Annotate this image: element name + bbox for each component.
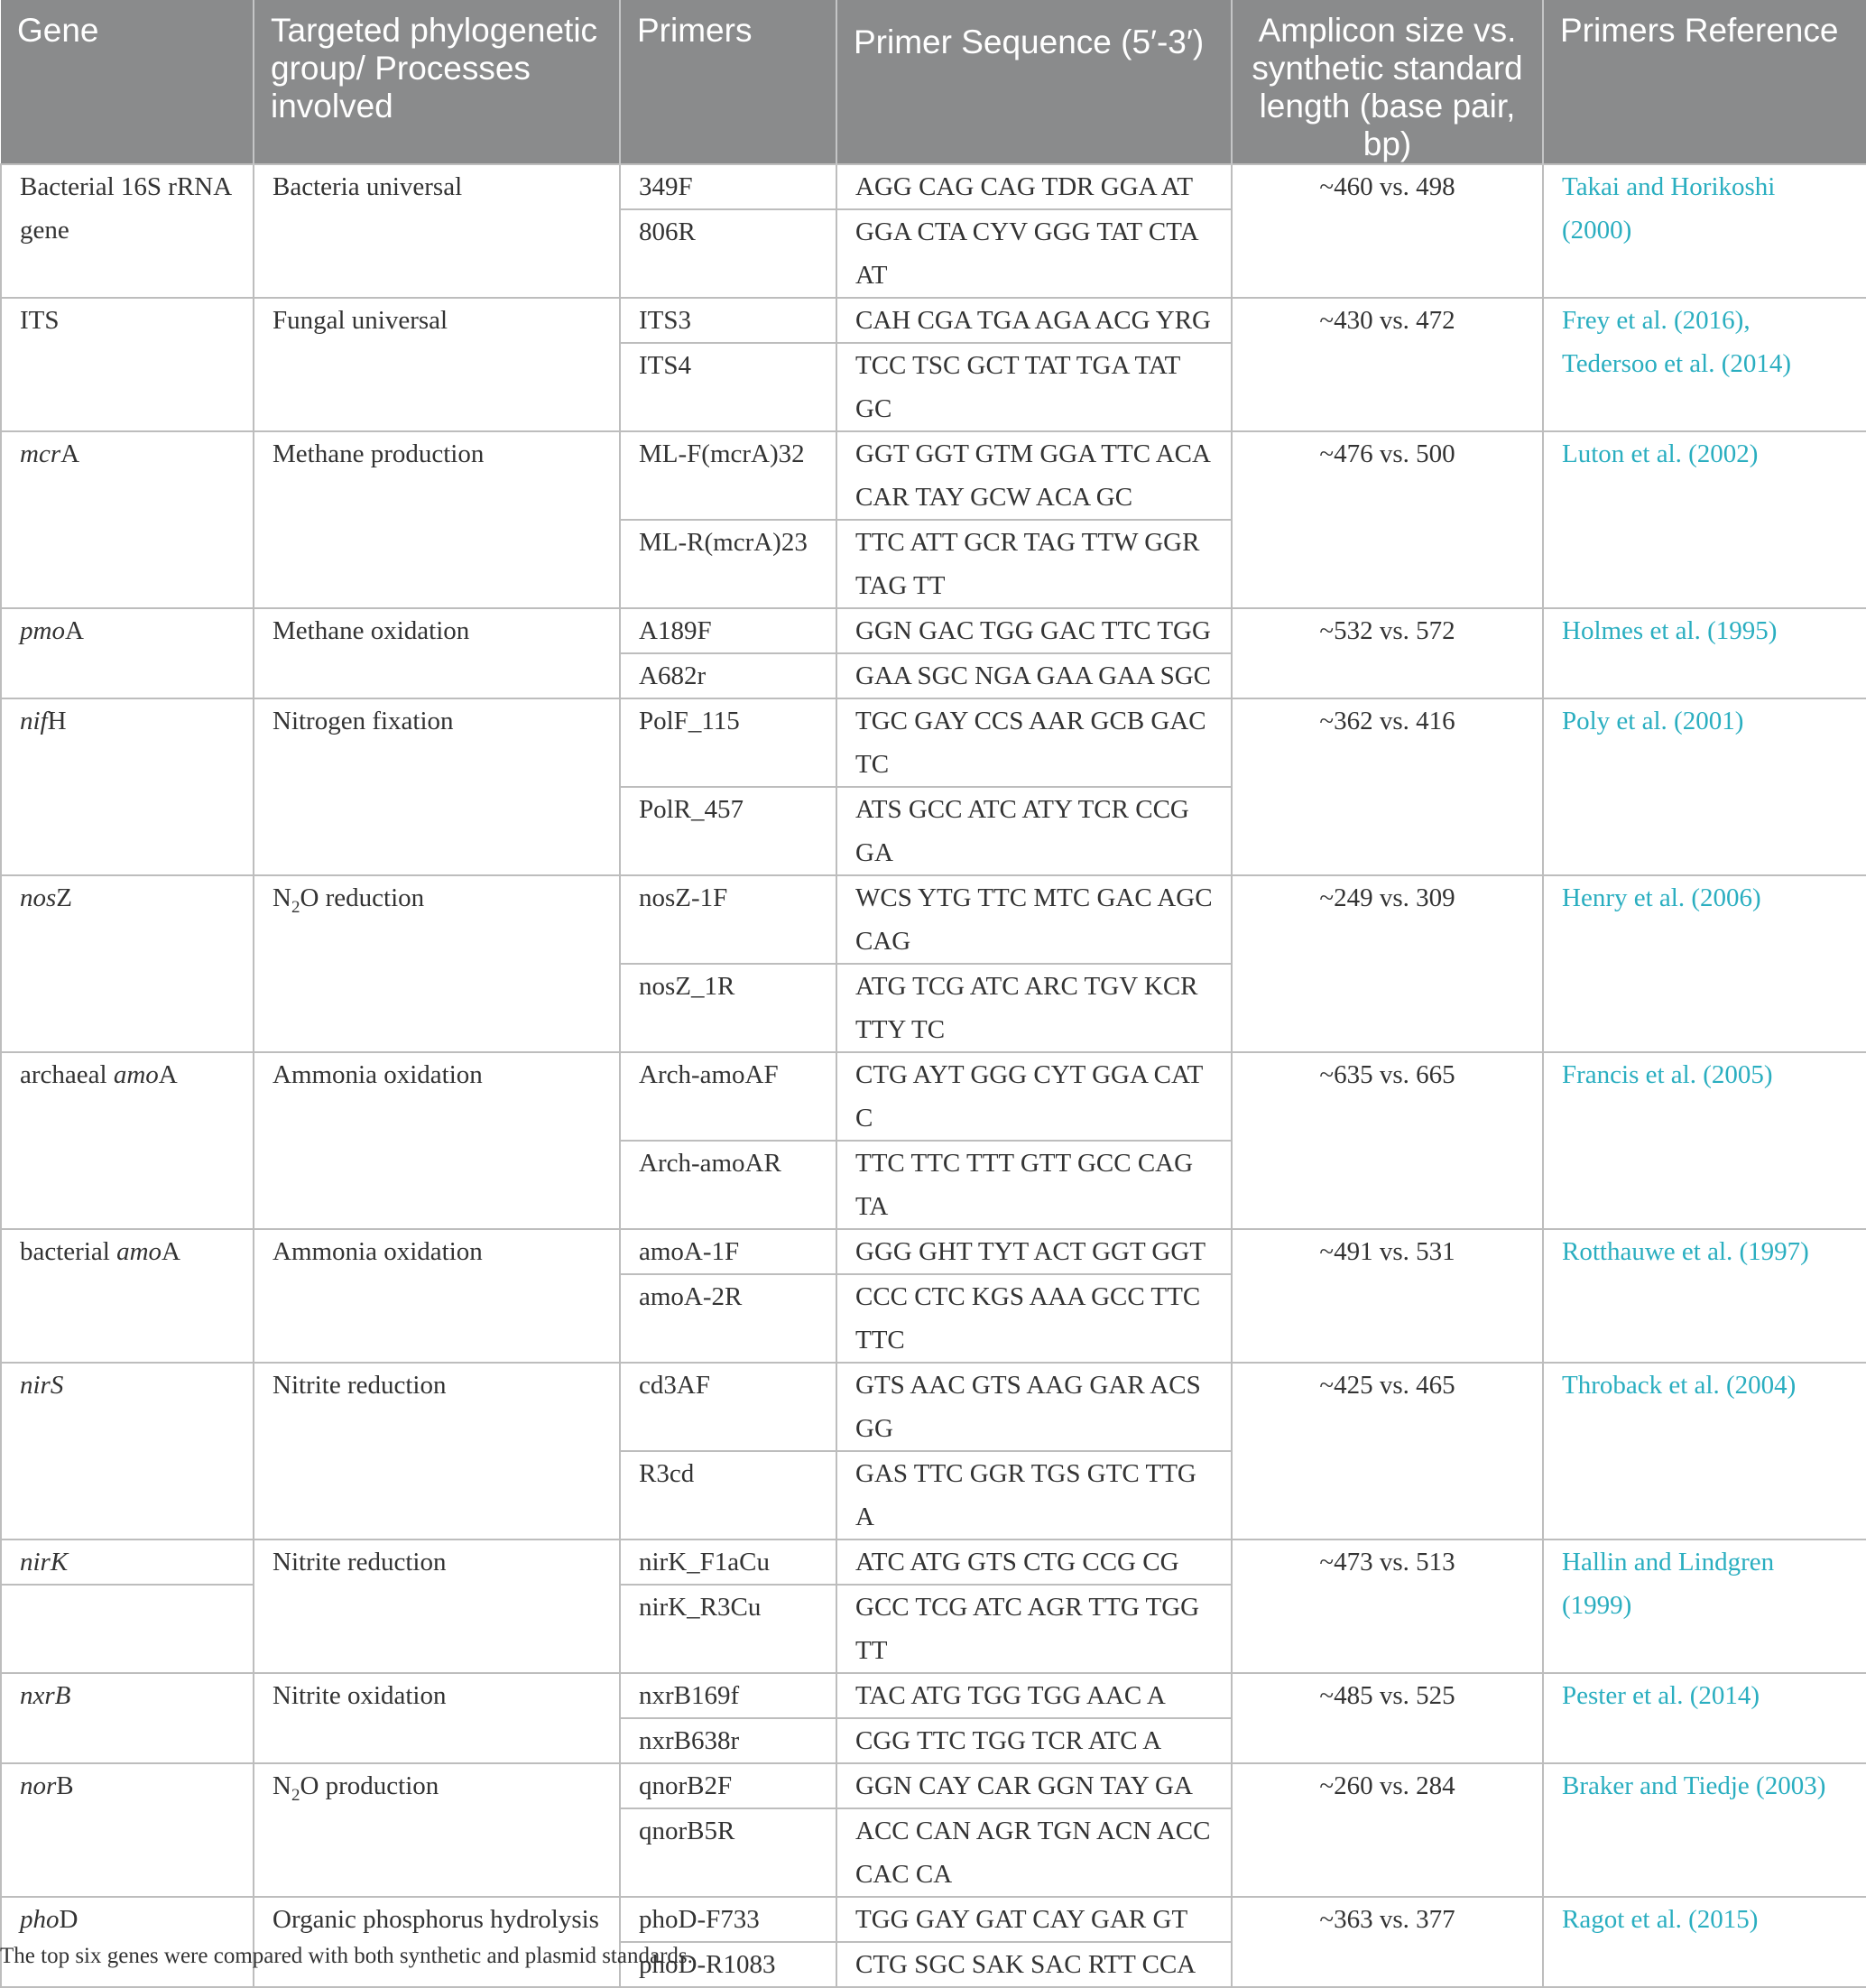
group-cell: Nitrite reduction <box>254 1540 620 1673</box>
primer-name-cell: qnorB5R <box>620 1808 836 1897</box>
reference-link[interactable]: Poly et al. (2001) <box>1543 698 1866 875</box>
reference-link[interactable]: Francis et al. (2005) <box>1543 1052 1866 1229</box>
primer-name-cell: R3cd <box>620 1451 836 1540</box>
primer-sequence-cell: TAC ATG TGG TGG AAC A <box>836 1673 1232 1718</box>
gene-name: amo <box>116 1237 162 1266</box>
amplicon-size-cell: ~635 vs. 665 <box>1232 1052 1543 1229</box>
reference-link[interactable]: Henry et al. (2006) <box>1543 875 1866 1052</box>
amplicon-size-cell: ~532 vs. 572 <box>1232 608 1543 698</box>
gene-suffix: Z <box>56 883 73 912</box>
table-body <box>1 164 1866 1987</box>
reference-link[interactable]: Ragot et al. (2015) <box>1543 1897 1866 1987</box>
group-cell: Organic phosphorus hydrolysis <box>254 1897 620 1987</box>
gene-suffix: A <box>158 1060 178 1089</box>
primer-name-cell: cd3AF <box>620 1363 836 1451</box>
gene-name: nirS <box>20 1371 64 1400</box>
header-primer-sequence: Primer Sequence (5′-3′) <box>836 0 1232 164</box>
gene-cell <box>1 1673 254 1763</box>
primer-name-cell: nosZ_1R <box>620 964 836 1052</box>
primer-name-cell: phoD-F733 <box>620 1897 836 1942</box>
amplicon-size-cell: ~485 vs. 525 <box>1232 1673 1543 1763</box>
group-cell: Ammonia oxidation <box>254 1229 620 1363</box>
group-text-suffix: O reduction <box>300 883 425 912</box>
gene-cell <box>1 698 254 875</box>
primer-name-cell: A682r <box>620 653 836 698</box>
group-cell: Nitrite reduction <box>254 1363 620 1540</box>
group-text: N <box>273 1771 291 1800</box>
primer-name-cell: amoA-1F <box>620 1229 836 1274</box>
amplicon-size-cell: ~249 vs. 309 <box>1232 875 1543 1052</box>
reference-link[interactable]: Holmes et al. (1995) <box>1543 608 1866 698</box>
gene-suffix: A <box>64 616 84 645</box>
gene-prefix: bacterial <box>20 1237 117 1266</box>
gene-suffix: A <box>162 1237 180 1266</box>
primer-sequence-cell: ATS GCC ATC ATY TCR CCG GA <box>836 787 1232 875</box>
amplicon-size-cell: ~425 vs. 465 <box>1232 1363 1543 1540</box>
group-cell <box>254 875 620 1052</box>
primer-sequence-cell: GGG GHT TYT ACT GGT GGT <box>836 1229 1232 1274</box>
amplicon-size-cell: ~491 vs. 531 <box>1232 1229 1543 1363</box>
table-row <box>1 431 1866 520</box>
gene-cell <box>1 298 254 431</box>
amplicon-size-cell: ~362 vs. 416 <box>1232 698 1543 875</box>
gene-cell <box>1 1897 254 1987</box>
table-row <box>1 875 1866 964</box>
table-row <box>1 1540 1866 1585</box>
primer-name-cell: nxrB169f <box>620 1673 836 1718</box>
group-cell: Nitrogen fixation <box>254 698 620 875</box>
primer-sequence-cell: GGN CAY CAR GGN TAY GA <box>836 1763 1232 1808</box>
primer-name-cell: ITS3 <box>620 298 836 343</box>
gene-cell <box>1 1763 254 1897</box>
amplicon-size-cell: ~473 vs. 513 <box>1232 1540 1543 1673</box>
primer-sequence-cell: CGG TTC TGG TCR ATC A <box>836 1718 1232 1763</box>
primer-sequence-cell: CTG AYT GGG CYT GGA CAT C <box>836 1052 1232 1141</box>
gene-cell <box>1 1052 254 1229</box>
gene-name: Bacterial 16S rRNA gene <box>20 172 231 245</box>
primer-sequence-cell: ATG TCG ATC ARC TGV KCR TTY TC <box>836 964 1232 1052</box>
reference-link[interactable]: Takai and Horikoshi (2000) <box>1543 164 1866 298</box>
gene-cell <box>1 1540 254 1585</box>
header-gene: Gene <box>1 0 254 164</box>
group-text: N <box>273 883 291 912</box>
primer-sequence-cell: TTC TTC TTT GTT GCC CAG TA <box>836 1141 1232 1229</box>
gene-name: nxrB <box>20 1681 71 1710</box>
table-row <box>1 164 1866 209</box>
group-text-suffix: O production <box>300 1771 439 1800</box>
primer-sequence-cell: WCS YTG TTC MTC GAC AGC CAG <box>836 875 1232 964</box>
primer-sequence-cell: CCC CTC KGS AAA GCC TTC TTC <box>836 1274 1232 1363</box>
table-row <box>1 1673 1866 1718</box>
amplicon-size-cell: ~363 vs. 377 <box>1232 1897 1543 1987</box>
reference-link[interactable]: Rotthauwe et al. (1997) <box>1543 1229 1866 1363</box>
header-amplicon-size: Amplicon size vs. synthetic standard length (base pair, bp) <box>1232 0 1543 164</box>
primer-name-cell: ML-F(mcrA)32 <box>620 431 836 520</box>
primer-name-cell: nirK_R3Cu <box>620 1585 836 1673</box>
amplicon-size-cell: ~430 vs. 472 <box>1232 298 1543 431</box>
table-row <box>1 608 1866 653</box>
group-cell: Methane oxidation <box>254 608 620 698</box>
gene-name: amo <box>113 1060 159 1089</box>
header-primers: Primers <box>620 0 836 164</box>
reference-link[interactable]: Braker and Tiedje (2003) <box>1543 1763 1866 1897</box>
primer-sequence-cell: GTS AAC GTS AAG GAR ACS GG <box>836 1363 1232 1451</box>
amplicon-size-cell: ~476 vs. 500 <box>1232 431 1543 608</box>
gene-cell <box>1 164 254 298</box>
primer-sequence-cell: GGT GGT GTM GGA TTC ACA CAR TAY GCW ACA GC <box>836 431 1232 520</box>
primer-sequence-cell: TGG GAY GAT CAY GAR GT <box>836 1897 1232 1942</box>
gene-cell <box>1 1229 254 1363</box>
reference-link[interactable]: Pester et al. (2014) <box>1543 1673 1866 1763</box>
primer-sequence-cell: GCC TCG ATC AGR TTG TGG TT <box>836 1585 1232 1673</box>
group-cell <box>254 1763 620 1897</box>
table-row <box>1 1229 1866 1274</box>
header-primers-reference: Primers Reference <box>1543 0 1866 164</box>
primer-sequence-cell: AGG CAG CAG TDR GGA AT <box>836 164 1232 209</box>
amplicon-size-cell: ~260 vs. 284 <box>1232 1763 1543 1897</box>
table-row <box>1 1052 1866 1141</box>
table-row <box>1 1897 1866 1942</box>
group-cell: Nitrite oxidation <box>254 1673 620 1763</box>
primer-sequence-cell: TTC ATT GCR TAG TTW GGR TAG TT <box>836 520 1232 608</box>
group-cell: Methane production <box>254 431 620 608</box>
group-cell: Ammonia oxidation <box>254 1052 620 1229</box>
gene-cell <box>1 608 254 698</box>
gene-cell <box>1 431 254 608</box>
amplicon-size-cell: ~460 vs. 498 <box>1232 164 1543 298</box>
group-subscript: 2 <box>291 1785 300 1805</box>
table-header-row <box>1 0 1866 164</box>
primer-sequence-cell: TCC TSC GCT TAT TGA TAT GC <box>836 343 1232 431</box>
group-subscript: 2 <box>291 897 300 917</box>
table-row <box>1 1763 1866 1808</box>
primer-sequence-cell: GGA CTA CYV GGG TAT CTA AT <box>836 209 1232 298</box>
gene-suffix: H <box>47 707 67 735</box>
primer-name-cell: 806R <box>620 209 836 298</box>
primer-name-cell: nosZ-1F <box>620 875 836 964</box>
primer-sequence-cell: CTG SGC SAK SAC RTT CCA <box>836 1942 1232 1987</box>
gene-suffix: A <box>60 439 80 468</box>
primer-name-cell: amoA-2R <box>620 1274 836 1363</box>
gene-name: ITS <box>20 306 60 335</box>
primer-name-cell: 349F <box>620 164 836 209</box>
gene-name: pho <box>20 1905 60 1934</box>
primer-name-cell: PolF_115 <box>620 698 836 787</box>
primer-name-cell: A189F <box>620 608 836 653</box>
primer-name-cell: Arch-amoAR <box>620 1141 836 1229</box>
primer-sequence-cell: GAS TTC GGR TGS GTC TTG A <box>836 1451 1232 1540</box>
reference-link[interactable]: Throback et al. (2004) <box>1543 1363 1866 1540</box>
gene-name: nor <box>20 1771 57 1800</box>
gene-name: nos <box>20 883 57 912</box>
reference-link[interactable]: Frey et al. (2016), Tedersoo et al. (2014) <box>1543 298 1866 431</box>
table-row <box>1 298 1866 343</box>
table-row <box>1 698 1866 787</box>
table-row <box>1 1363 1866 1451</box>
gene-suffix: D <box>59 1905 79 1934</box>
gene-name: mcr <box>20 439 61 468</box>
gene-name: pmo <box>20 616 65 645</box>
group-cell: Fungal universal <box>254 298 620 431</box>
primer-name-cell: ML-R(mcrA)23 <box>620 520 836 608</box>
table-footnote: The top six genes were compared with both synthetic and plasmid standards. <box>0 1944 693 1968</box>
gene-cell <box>1 1363 254 1540</box>
gene-name: nif <box>20 707 48 735</box>
primer-name-cell: nirK_F1aCu <box>620 1540 836 1585</box>
gene-cell-empty <box>1 1585 254 1673</box>
gene-prefix: archaeal <box>20 1060 114 1089</box>
primer-name-cell: nxrB638r <box>620 1718 836 1763</box>
primer-sequence-cell: ACC CAN AGR TGN ACN ACC CAC CA <box>836 1808 1232 1897</box>
primer-name-cell: phoD-R1083 <box>620 1942 836 1987</box>
header-phylogenetic-group: Targeted phylogenetic group/ Processes involved <box>254 0 620 164</box>
gene-suffix: B <box>56 1771 74 1800</box>
primer-sequence-cell: ATC ATG GTS CTG CCG CG <box>836 1540 1232 1585</box>
gene-cell <box>1 875 254 1052</box>
reference-link[interactable]: Luton et al. (2002) <box>1543 431 1866 608</box>
gene-name: nirK <box>20 1548 69 1577</box>
primer-name-cell: qnorB2F <box>620 1763 836 1808</box>
primer-name-cell: ITS4 <box>620 343 836 431</box>
primer-name-cell: Arch-amoAF <box>620 1052 836 1141</box>
primer-sequence-cell: TGC GAY CCS AAR GCB GAC TC <box>836 698 1232 787</box>
primer-name-cell: PolR_457 <box>620 787 836 875</box>
primer-sequence-cell: GAA SGC NGA GAA GAA SGC <box>836 653 1232 698</box>
group-cell: Bacteria universal <box>254 164 620 298</box>
reference-link[interactable]: Hallin and Lindgren (1999) <box>1543 1540 1866 1673</box>
primer-sequence-cell: GGN GAC TGG GAC TTC TGG <box>836 608 1232 653</box>
primer-sequence-cell: CAH CGA TGA AGA ACG YRG <box>836 298 1232 343</box>
